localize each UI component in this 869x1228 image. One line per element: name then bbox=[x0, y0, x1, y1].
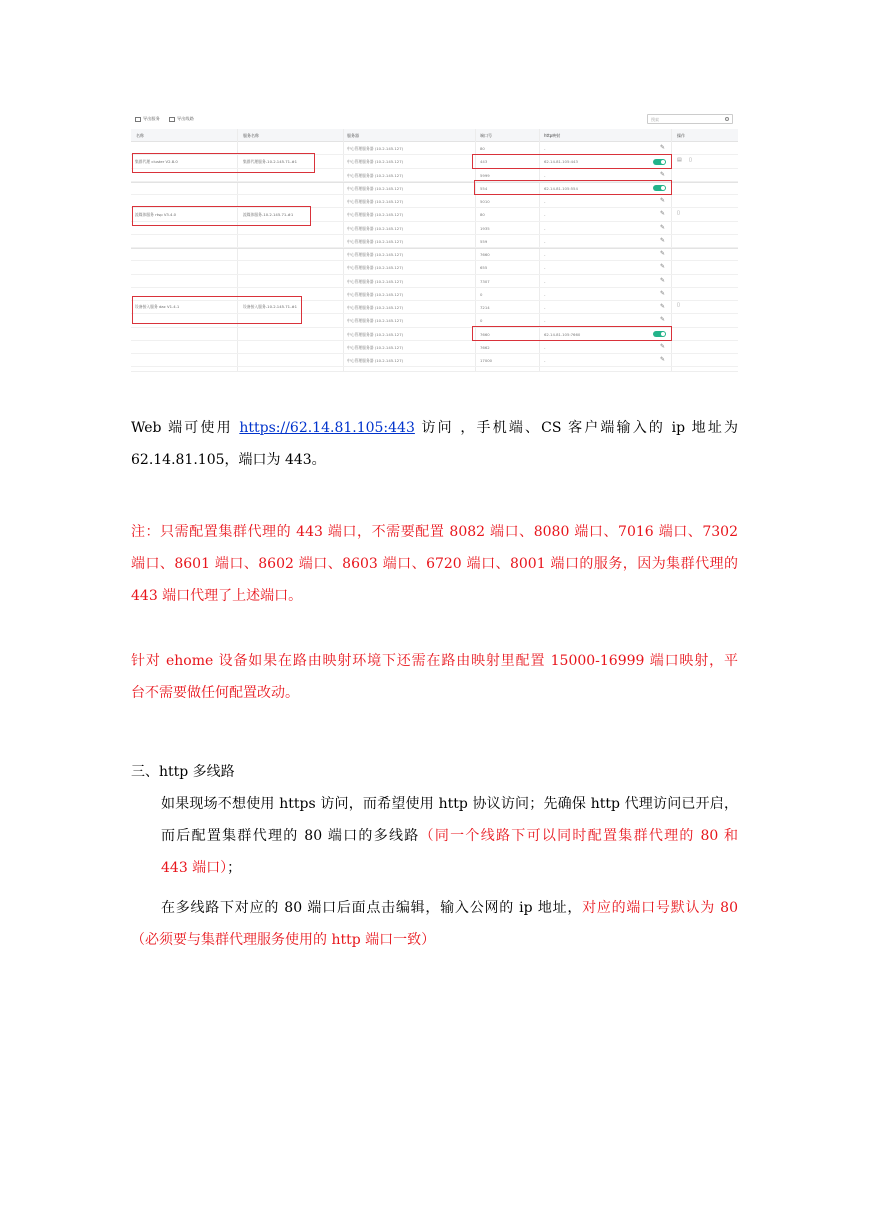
search-placeholder: 搜索 bbox=[651, 117, 659, 122]
port-cell: 655 bbox=[480, 265, 488, 271]
edit-icon[interactable]: ✎ bbox=[660, 276, 666, 284]
s3-p2-line1 bbox=[131, 892, 738, 924]
search-icon bbox=[725, 117, 729, 121]
s3-p2-line1-black: 在多线路下对应的 80 端口后面点击编辑，输入公网的 ip 地址， bbox=[161, 900, 583, 916]
table-row bbox=[131, 248, 738, 261]
server-cell: 中心管理服务器 (10.2.145.127) bbox=[347, 265, 404, 271]
export-routes-button[interactable] bbox=[169, 116, 194, 122]
mapping-cell: 62.14.81.105:7660 bbox=[544, 331, 581, 337]
web-access-line1 bbox=[131, 412, 738, 444]
table-row bbox=[131, 235, 738, 248]
mapping-cell: - bbox=[544, 238, 546, 244]
edit-icon[interactable]: ✎ bbox=[660, 223, 666, 231]
edit-icon[interactable]: ✎ bbox=[660, 289, 666, 297]
group-service-dac: 设备接入服务-10.2.145.71-#1 bbox=[243, 304, 298, 309]
port-cell: 5999 bbox=[480, 172, 490, 178]
server-cell: 中心管理服务器 (10.2.145.127) bbox=[347, 344, 404, 350]
port-cell: 0 bbox=[480, 318, 483, 324]
server-cell: 中心管理服务器 (10.2.145.127) bbox=[347, 199, 404, 204]
ehome-line2: 台不需要做任何配置改动。 bbox=[131, 685, 299, 701]
note-line3: 443 端口代理了上述端口。 bbox=[131, 588, 303, 604]
edit-icon[interactable]: ✎ bbox=[660, 303, 666, 310]
export-services-button[interactable] bbox=[135, 116, 160, 122]
port-cell: 443 bbox=[480, 159, 488, 165]
port-cell: 80 bbox=[480, 146, 485, 151]
edit-icon[interactable]: ✎ bbox=[660, 170, 666, 178]
edit-icon[interactable]: ✎ bbox=[660, 316, 666, 324]
port-cell: 0 bbox=[480, 291, 483, 297]
s3-p1-line2 bbox=[161, 820, 738, 852]
mapping-cell: - bbox=[544, 146, 546, 151]
server-cell: 中心管理服务器 (10.2.145.127) bbox=[347, 331, 404, 337]
edit-icon[interactable]: ✎ bbox=[660, 144, 666, 151]
server-cell: 中心管理服务器 (10.2.145.127) bbox=[347, 291, 404, 297]
server-cell: 中心管理服务器 (10.2.145.127) bbox=[347, 212, 404, 218]
group-service-cluster: 集群代理服务-10.2.145.71-#1 bbox=[243, 159, 298, 164]
header-service: 服务名称 bbox=[243, 133, 259, 138]
highlight-box bbox=[472, 326, 672, 341]
s3-p2-line2: （必须要与集群代理服务使用的 http 端口一致） bbox=[131, 932, 436, 948]
highlight-box bbox=[132, 206, 311, 226]
port-cell: 7660 bbox=[480, 252, 490, 257]
s3-p2-line1-red: 对应的端口号默认为 80 bbox=[582, 900, 738, 916]
export-services-label: 导出服务 bbox=[143, 116, 160, 121]
edit-icon[interactable]: ✎ bbox=[660, 210, 666, 218]
mapping-cell: - bbox=[544, 278, 546, 284]
server-cell: 中心管理服务器 (10.2.145.127) bbox=[347, 172, 404, 178]
mapping-cell: - bbox=[544, 358, 546, 363]
delete-icon[interactable]: ▯ bbox=[677, 302, 680, 308]
mapping-cell: - bbox=[544, 212, 546, 218]
s3-p1-line3-black: ； bbox=[227, 860, 242, 876]
paragraph-web-access bbox=[131, 412, 738, 476]
group-name-cluster: 集群代理 cluster V2.8.0 bbox=[135, 159, 178, 164]
mapping-cell: - bbox=[544, 199, 546, 204]
export-icon bbox=[135, 117, 141, 122]
group-name-stream: 流媒体服务 rtsp V3.4.0 bbox=[135, 212, 177, 217]
s3-p1-line2-red: （同一个线路下可以同时配置集群代理的 80 和 bbox=[419, 828, 739, 844]
mapping-cell: - bbox=[544, 344, 546, 350]
header-group: 名称 bbox=[136, 133, 144, 138]
s3-p1-line1: 如果现场不想使用 https 访问，而希望使用 http 协议访问；先确保 http 代理访问已开启， bbox=[161, 796, 738, 812]
edit-icon[interactable]: ✎ bbox=[660, 342, 666, 350]
table-row bbox=[131, 261, 738, 274]
mapping-cell: - bbox=[544, 172, 546, 178]
mapping-cell: - bbox=[544, 318, 546, 324]
server-cell: 中心管理服务器 (10.2.145.127) bbox=[347, 305, 404, 310]
server-cell: 中心管理服务器 (10.2.145.127) bbox=[347, 238, 404, 244]
ehome-paragraph bbox=[131, 645, 738, 709]
ehome-line1: 针对 ehome 设备如果在路由映射环境下还需在路由映射里配置 15000-16999 端口映射，平 bbox=[131, 653, 738, 669]
export-routes-label: 导出线路 bbox=[177, 116, 194, 121]
mapping-cell: - bbox=[544, 225, 546, 231]
https-link[interactable]: https://62.14.81.105:443 bbox=[239, 420, 415, 436]
copy-icon[interactable]: ▤ bbox=[677, 157, 682, 163]
mapping-cell: 62.14.81.105:443 bbox=[544, 159, 578, 165]
s3-p1-line3-red: 443 端口） bbox=[161, 860, 228, 876]
table-row bbox=[131, 341, 738, 354]
header-mapping: http映射 bbox=[544, 133, 561, 138]
mapping-cell: - bbox=[544, 265, 546, 271]
port-cell: 554 bbox=[480, 185, 488, 191]
server-cell: 中心管理服务器 (10.2.145.127) bbox=[347, 278, 404, 284]
web-access-pre: Web 端可使用 bbox=[131, 420, 233, 436]
delete-icon[interactable]: ▯ bbox=[689, 157, 692, 163]
edit-icon[interactable]: ✎ bbox=[660, 197, 666, 204]
highlight-box bbox=[132, 153, 315, 173]
port-cell: 7214 bbox=[480, 305, 490, 310]
edit-icon[interactable]: ✎ bbox=[660, 236, 666, 244]
group-service-stream: 流媒体服务-10.2.145.71-#1 bbox=[243, 212, 294, 217]
port-cell: 7662 bbox=[480, 344, 490, 350]
web-access-line2: 62.14.81.105，端口为 443。 bbox=[131, 452, 326, 468]
header-server: 服务器 bbox=[347, 133, 359, 138]
header-port: 端口号 bbox=[480, 133, 492, 138]
web-access-post: 访问 ，手机端、CS 客户端输入的 ip 地址为 bbox=[421, 420, 738, 436]
port-cell: 17000 bbox=[480, 358, 493, 363]
mapping-cell: 62.14.81.105:554 bbox=[544, 185, 578, 191]
highlight-box bbox=[132, 296, 302, 324]
server-cell: 中心管理服务器 (10.2.145.127) bbox=[347, 146, 404, 151]
note-line2: 端口、8601 端口、8602 端口、8603 端口、6720 端口、8001 端口的服务，因为集群代理的 bbox=[131, 556, 738, 572]
search-input[interactable] bbox=[647, 114, 733, 124]
route-icon bbox=[169, 117, 175, 122]
port-cell: 7660 bbox=[480, 331, 490, 337]
port-cell: 80 bbox=[480, 212, 485, 218]
mapping-cell: - bbox=[544, 291, 546, 297]
port-cell: 7307 bbox=[480, 278, 490, 284]
embedded-screenshot bbox=[131, 109, 738, 372]
server-cell: 中心管理服务器 (10.2.145.127) bbox=[347, 318, 404, 324]
section3-p2 bbox=[131, 892, 738, 956]
server-cell: 中心管理服务器 (10.2.145.127) bbox=[347, 252, 404, 257]
edit-icon[interactable]: ✎ bbox=[660, 263, 666, 271]
port-cell: 5010 bbox=[480, 199, 490, 204]
note-paragraph bbox=[131, 516, 738, 612]
edit-icon[interactable]: ✎ bbox=[660, 356, 666, 363]
table-row bbox=[131, 275, 738, 288]
s3-p1-line2-black: 而后配置集群代理的 80 端口的多线路 bbox=[161, 828, 420, 844]
s3-p1-line3 bbox=[161, 852, 738, 884]
toolbar bbox=[131, 109, 738, 129]
mapping-cell: - bbox=[544, 305, 546, 310]
table-row bbox=[131, 354, 738, 367]
group-name-dac: 设备接入服务 dac V1.4.1 bbox=[135, 304, 180, 309]
section3-heading: 三、http 多线路 bbox=[131, 764, 235, 780]
table-header bbox=[131, 129, 738, 142]
header-operation: 操作 bbox=[677, 133, 685, 138]
mapping-cell: - bbox=[544, 252, 546, 257]
port-cell: 1935 bbox=[480, 225, 490, 231]
server-cell: 中心管理服务器 (10.2.145.127) bbox=[347, 225, 404, 231]
section3-p1 bbox=[161, 788, 738, 884]
edit-icon[interactable]: ✎ bbox=[660, 250, 666, 257]
highlight-box bbox=[474, 180, 672, 195]
note-line1: 注：只需配置集群代理的 443 端口，不需要配置 8082 端口、8080 端口、7016 端口、7302 bbox=[131, 524, 738, 540]
delete-icon[interactable]: ▯ bbox=[677, 210, 680, 216]
port-cell: 559 bbox=[480, 238, 488, 244]
server-cell: 中心管理服务器 (10.2.145.127) bbox=[347, 358, 404, 363]
server-cell: 中心管理服务器 (10.2.145.127) bbox=[347, 159, 404, 165]
server-cell: 中心管理服务器 (10.2.145.127) bbox=[347, 185, 404, 191]
highlight-box bbox=[472, 154, 672, 169]
